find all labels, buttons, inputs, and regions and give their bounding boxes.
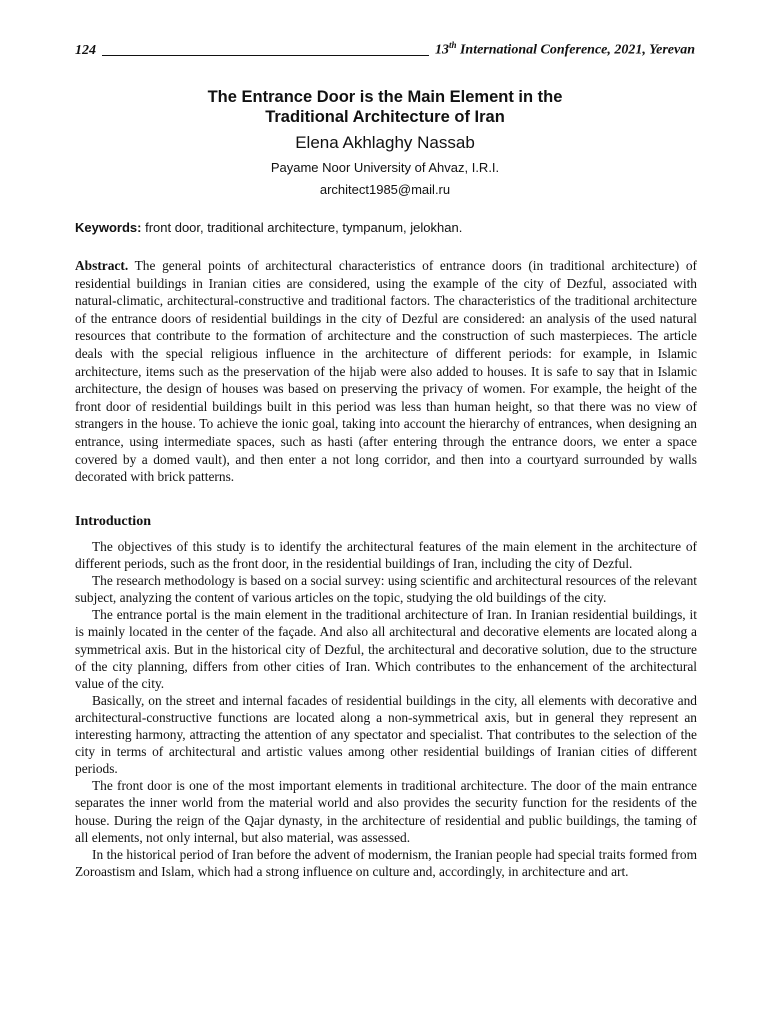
paragraph: The objectives of this study is to identify the architectural features of the main element in the architecture of different periods, such as the front door, in the residential buildings of Iran, including the city of Dezful. xyxy=(75,539,697,572)
abstract-label: Abstract. xyxy=(75,258,129,273)
conference-ordinal: 13 xyxy=(434,42,449,58)
paragraph: The entrance portal is the main element in the traditional architecture of Iran. In Iranian residential buildings, it is mainly located in the center of the façade. And also all architectural and decorative elements are located along a symmetrical axis. But in the historical city of Dezful, the architectural and decorative solution, due to the structure of the city planning, differs from other cities of Iran. Which contributes to the enhancement of the architectural value of the city. xyxy=(75,607,697,691)
page-number: 124 xyxy=(75,42,96,58)
conference-title xyxy=(435,40,695,59)
introduction-body xyxy=(75,538,697,880)
abstract-text: The general points of architectural characteristics of entrance doors (in traditional architecture) of residential buildings in Iranian cities are considered, using the example of the city of Dezful, associated with natural-climatic, architectural-constructive and traditional factors. The characteristics of the traditional architecture of the entrance doors of residential buildings in the city of Dezful are considered: an analysis of the used natural resources that contribute to the formation of architecture and the construction of such masterpieces. The article deals with the special religious influence in the architecture of different periods: for example, in Islamic architecture, items such as the preservation of the hijab were also added to houses. It is safe to say that in Islamic architecture, the design of houses was based on preserving the privacy of women. For example, the height of the front door of residential buildings built in this period was less than human height, so that there was no view of strangers in the house. To achieve the ionic goal, taking into account the hierarchy of entrances, when designing an entrance, using intermediate spaces, such as hasti (after entering through the entrance doors, we enter a space covered by a domed vault), and then enter a not long corridor, and then into a courtyard surrounded by walls decorated with brick patterns. xyxy=(75,258,698,485)
keywords-label: Keywords: xyxy=(75,220,142,235)
keywords-text: front door, traditional architecture, tympanum, jelokhan. xyxy=(145,220,463,235)
author-name: Elena Akhlaghy Nassab xyxy=(295,133,475,152)
conference-ordinal-suffix: th xyxy=(448,40,457,50)
paragraph: Basically, on the street and internal facades of residential buildings in the city, all elements with decorative and architectural-constructive functions are located along a non-symmetrical axis, but in general they represent an interesting harmony, attracting the attention of any spectator and specialist. That contributes to the selection of the city in terms of architectural and artistic values among other residential buildings of Iranian cities of different periods. xyxy=(75,692,697,777)
paper-title-line-2: Traditional Architecture of Iran xyxy=(265,108,505,126)
section-heading-introduction: Introduction xyxy=(75,514,151,529)
keywords xyxy=(75,220,695,235)
paper-title xyxy=(75,87,695,127)
conference-name: International Conference, 2021, Yerevan xyxy=(459,42,695,58)
header-rule xyxy=(102,55,429,56)
paragraph: The front door is one of the most important elements in traditional architecture. The door of the main entrance separates the inner world from the material world and also provides the security function for the residents of the house. During the reign of the Qajar dynasty, in the architecture of residential and public buildings, the taming of all elements, not only internal, but also material, was assessed. xyxy=(75,778,697,845)
abstract xyxy=(75,257,697,486)
paper-title-line-1: The Entrance Door is the Main Element in the xyxy=(207,88,563,106)
author-affiliation: Payame Noor University of Ahvaz, I.R.I. xyxy=(270,160,500,175)
paragraph: The research methodology is based on a social survey: using scientific and architectural resources of the relevant subject, analyzing the content of various articles on the topic, studying the old buildings of the city. xyxy=(75,573,697,606)
running-header xyxy=(75,40,695,59)
author-email: architect1985@mail.ru xyxy=(319,182,451,197)
paragraph: In the historical period of Iran before the advent of modernism, the Iranian people had special traits formed from Zoroastism and Islam, which had a strong influence on culture and, accordingly, in architecture and art. xyxy=(75,846,697,879)
